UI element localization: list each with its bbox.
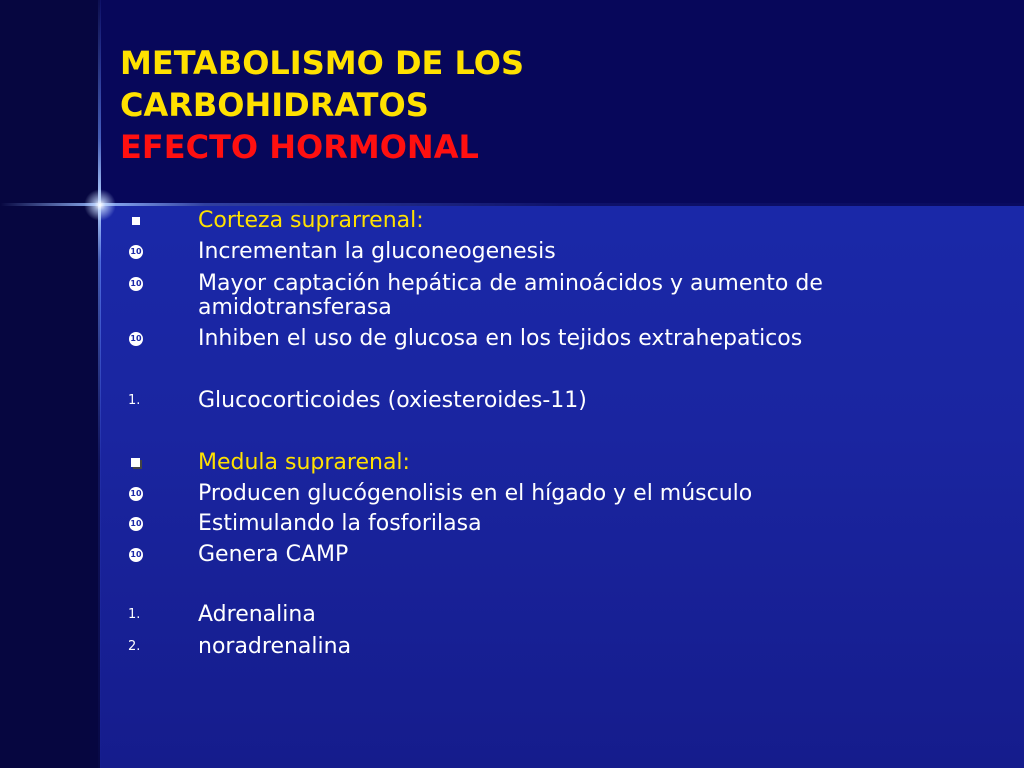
list-number: 1. bbox=[128, 607, 141, 622]
list-number: 1. bbox=[128, 393, 141, 408]
list-item bbox=[128, 512, 1008, 536]
list-item bbox=[128, 272, 1008, 320]
list-item-text: Incrementan la gluconeogenesis bbox=[198, 239, 556, 264]
circled-number-icon: 10 bbox=[128, 240, 168, 264]
list-item-text: Glucocorticoides (oxiesteroides-11) bbox=[198, 388, 587, 413]
list-item bbox=[128, 482, 1008, 506]
list-item-text: Medula suprarenal: bbox=[198, 450, 410, 475]
list-item bbox=[128, 635, 1008, 659]
list-item bbox=[128, 209, 1008, 233]
list-item-text: noradrenalina bbox=[198, 634, 352, 659]
list-item-text: Producen glucógenolisis en el hígado y el músculo bbox=[198, 481, 753, 506]
list-item bbox=[128, 240, 1008, 264]
circled-number-icon: 10 bbox=[128, 272, 168, 296]
list-item-text: Inhiben el uso de glucosa en los tejidos extrahepaticos bbox=[198, 326, 803, 351]
list-item-text: Mayor captación hepática de aminoácidos y aumento de amidotransferasa bbox=[198, 271, 823, 320]
list-item-text: Adrenalina bbox=[198, 602, 316, 627]
list-item-text: Estimulando la fosforilasa bbox=[198, 511, 482, 536]
list-item bbox=[128, 543, 1008, 567]
title-line-1: METABOLISMO DE LOS bbox=[120, 44, 524, 82]
list-item bbox=[128, 451, 1008, 475]
list-item-text: Corteza suprarrenal: bbox=[198, 208, 424, 233]
circled-number-icon: 10 bbox=[128, 482, 168, 506]
circled-number-icon: 10 bbox=[128, 512, 168, 536]
circled-number-icon: 10 bbox=[128, 327, 168, 351]
list-number: 2. bbox=[128, 639, 141, 654]
list-item bbox=[128, 327, 1008, 351]
square-bullet-icon bbox=[128, 209, 168, 233]
title-line-2: CARBOHIDRATOS bbox=[120, 86, 429, 124]
square-bullet-icon bbox=[128, 451, 168, 475]
subtitle-line: EFECTO HORMONAL bbox=[120, 128, 479, 166]
list-item bbox=[128, 389, 1008, 413]
circled-number-icon: 10 bbox=[128, 543, 168, 567]
list-item bbox=[128, 603, 1008, 627]
list-item-text: Genera CAMP bbox=[198, 542, 349, 567]
